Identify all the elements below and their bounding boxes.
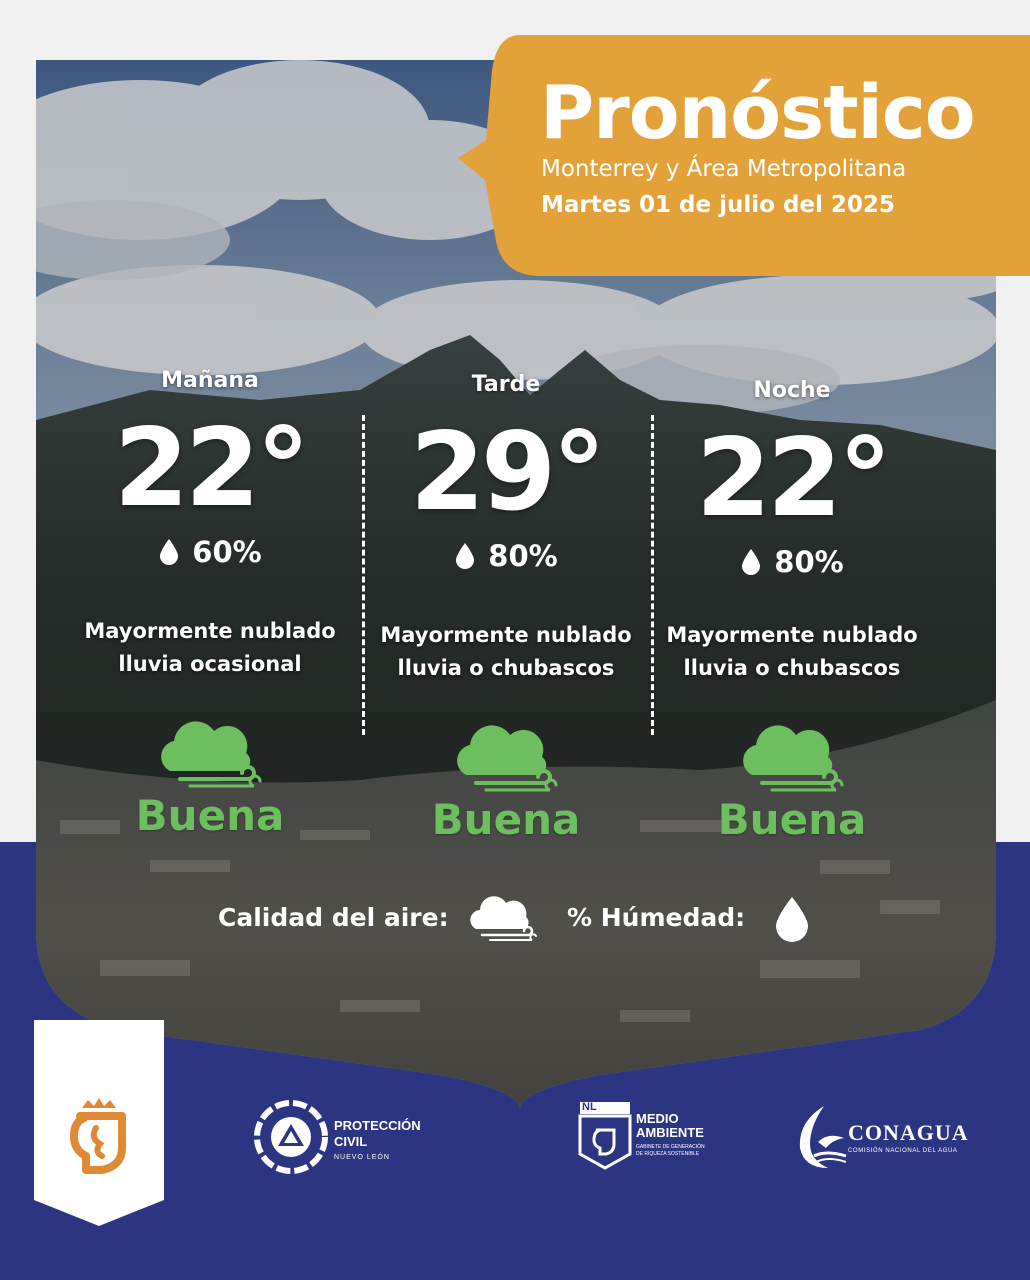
period-column-afternoon	[356, 372, 656, 844]
period-column-morning	[60, 368, 360, 840]
water-drop-icon	[454, 542, 476, 570]
temperature: 22°	[113, 406, 307, 531]
temperature: 29°	[409, 410, 603, 535]
forecast-description: Mayormente nublado lluvia o chubascos	[666, 623, 918, 680]
water-drop-icon	[158, 538, 180, 566]
cloud-wind-icon	[466, 895, 540, 943]
medio-ambiente-nl: NL	[582, 1101, 597, 1113]
legend-air-quality-label: Calidad del aire:	[218, 903, 449, 932]
medio-ambiente-text: MEDIO AMBIENTE GABINETE DE GENERACIÓN DE RIQUEZA SOSTENIBLE	[636, 1111, 705, 1157]
proteccion-civil-text: PROTECCIÓN CIVIL NUEVO LEÓN	[334, 1118, 421, 1161]
forecast-description: Mayormente nublado lluvia o chubascos	[380, 623, 632, 680]
humidity-value: 60%	[192, 535, 262, 569]
humidity-value: 80%	[488, 539, 558, 573]
location-subtitle: Monterrey y Área Metropolitana	[541, 156, 907, 182]
water-drop-icon	[740, 548, 762, 576]
water-drop-icon	[772, 895, 812, 943]
humidity-value: 80%	[774, 545, 844, 579]
proteccion-civil-logo	[254, 1100, 328, 1174]
forecast-date: Martes 01 de julio del 2025	[541, 192, 895, 218]
period-label: Noche	[753, 378, 831, 403]
page-title: Pronóstico	[540, 70, 975, 156]
conagua-logo	[794, 1102, 850, 1172]
air-quality-label: Buena	[135, 791, 285, 840]
period-label: Tarde	[471, 372, 541, 397]
legend-humidity-label: % Húmedad:	[567, 903, 746, 932]
cloud-wind-icon	[446, 723, 566, 793]
humidity	[60, 535, 360, 569]
forecast-description: Mayormente nublado lluvia ocasional	[84, 619, 336, 676]
temperature: 22°	[695, 416, 889, 541]
period-label: Mañana	[161, 368, 259, 393]
air-quality-label: Buena	[717, 795, 867, 844]
period-column-night	[642, 378, 942, 844]
cloud-wind-icon	[150, 719, 270, 789]
cloud-wind-icon	[732, 723, 852, 793]
humidity	[356, 539, 656, 573]
conagua-text: CONAGUA COMISIÓN NACIONAL DEL AGUA	[848, 1120, 969, 1154]
humidity	[642, 545, 942, 579]
nl-shield-logo	[30, 1020, 168, 1230]
air-quality-label: Buena	[431, 795, 581, 844]
